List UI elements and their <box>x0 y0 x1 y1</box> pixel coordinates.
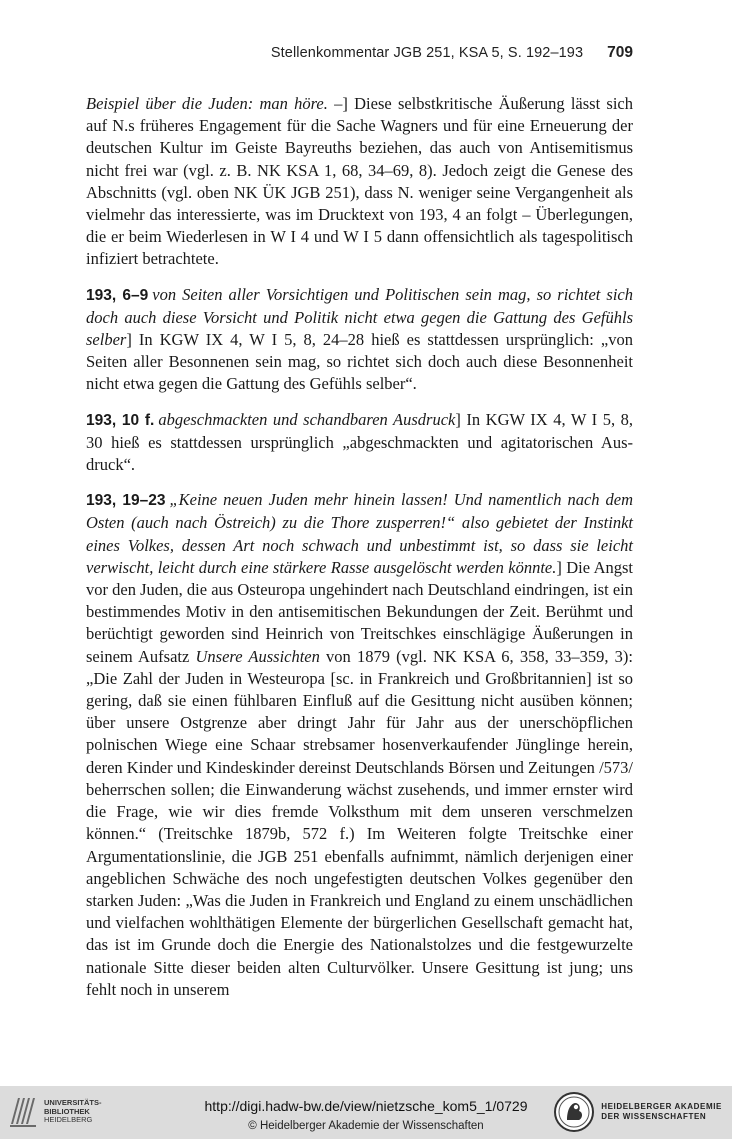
hadw-line: HEIDELBERGER AKADEMIE <box>601 1102 722 1111</box>
commentary-entry <box>86 489 633 1001</box>
lemma: abgeschmackten und schandbaren Ausdruck <box>158 409 456 429</box>
academy-seal-icon <box>553 1091 595 1133</box>
commentary-body-continued: von 1879 (vgl. NK KSA 6, 358, 33–359, 3): „Die Zahl der Juden in Westeuropa [sc. in Frankreich und Großbritannien] ist so gering, daß sie einen fühlbaren Einfluß auf die Gesittung nicht ausüben können; über unsere Ostgrenze aber dringt Jahr für Jahr aus der unerschöpflichen polnischen Wiege eine Schaar strebsamer hosenverkaufender Jünglinge herein, deren Kinder und Kindeskinder dereinst Deutschlands Börsen und Zeitungen /573/ beherrschen sollen; die Einwanderung wächst zusehends, und immer ernster wird die Frage, wie wir dies fremde Volksthum mit dem unseren verschmelzen können.“ (Treitschke 1879b, 572 f.) Im Weiteren folgte Treitschke einer Argumentationslinie, die JGB 251 ebenfalls aufnimmt, nämlich derjenigen einer angeblichen Schwäche des noch ungefestigten deutschen Volkes gegenüber den starken Juden: „Was die Juden in Frankreich und England zu einem unschädlichen und vielfachen wohlthätigen Elemente der bürgerlichen Gesellschaft gemacht hat, das ist im Grunde doch die Energie des Nationalstolzes und die festgewurzelte nationale Sitte dieser beiden alten Culturvölker. Unsere Gesittung ist jung; uns fehlt noch in unserem <box>86 646 634 999</box>
ub-line: BIBLIOTHEK <box>44 1106 90 1116</box>
commentary-entry <box>86 93 633 271</box>
running-head-title: Stellenkommentar JGB 251, KSA 5, S. 192–193 <box>270 45 584 61</box>
hadw-label <box>601 1102 722 1122</box>
lemma: Beispiel über die Juden: man höre. <box>86 94 328 113</box>
page-number: 709 <box>607 44 633 61</box>
lemma-reference: 193, 10 f. <box>86 411 155 429</box>
hadw-line: DER WISSENSCHAFTEN <box>601 1112 707 1121</box>
permalink-url[interactable]: http://digi.hadw-bw.de/view/nietzsche_kom5_1/0729 <box>204 1098 528 1114</box>
commentary-text <box>86 93 633 1001</box>
commentary-body: –] Diese selbstkritische Äußerung lässt sich auf N.s früheres Engagement für die Sache Wagners und für eine Erneuerung der deutschen Kultur im Geiste Bayreuths beziehen, das auch von Antisemitismus nicht frei war (vgl. z. B. NK KSA 1, 68, 34–69, 8). Jedoch zeigt die Genese des Abschnitts (vgl. oben NK ÜK JGB 251), dass N. weniger seine Vergangenheit als vielmehr das interessierte, was im Drucktext von 193, 4 an folgt – Überlegungen, die er beim Wiederlesen in W I 4 und W I 5 dann offensichtlich als tagespolitisch infiziert betrachtete. <box>86 94 633 269</box>
hadw-logo[interactable] <box>553 1091 722 1133</box>
commentary-body: ] In KGW IX 4, W I 5, 8, 24–28 hieß es stattdessen ursprünglich: „von Seiten aller Besonnenen sein mag, so richtet sich doch auch diese Besonnenheit nicht etwa gegen die Gattung des Gefühls selber“. <box>86 330 633 394</box>
running-head <box>86 44 633 66</box>
ub-line: UNIVERSITÄTS- <box>44 1098 102 1108</box>
commentary-entry <box>86 284 633 396</box>
lemma: „Keine neuen Juden mehr hinein lassen! Und namentlich nach dem Osten (auch nach Östreich) zu die Thore zusperren!“ also gebietet der Instinkt eines Volkes, dessen Art noch schwach und unbestimmt ist, so dass sie leicht verwischt, leicht durch eine stärkere Rasse ausgelöscht werden könnte. <box>86 490 634 577</box>
copyright-notice: © Heidelberger Akademie der Wissenschaften <box>248 1120 484 1132</box>
lemma: von Seiten aller Vorsichtigen und Politischen sein mag, so richtet sich doch auch diese Vorsicht und Politik nicht etwa gegen die Gattung des Gefühls selber <box>86 284 633 350</box>
footer-bar <box>0 1086 732 1139</box>
commentary-entry <box>86 409 633 477</box>
lemma-reference: 193, 19–23 <box>86 492 166 510</box>
commentary-body: ] Die Angst vor den Juden, die aus Osteuropa ungehindert nach Deutschland eindringen, ist ein bestimmendes Motiv in den antisemitischen Bekundungen der Zeit. Berühmt und berüchtigt geworden sind Heinrich von Treitschkes einschlägige Äußerungen in seinem Aufsatz <box>86 557 633 666</box>
lemma-reference: 193, 6–9 <box>86 286 149 304</box>
commentary-body: ] In KGW IX 4, W I 5, 8, 30 hieß es stattdessen ursprünglich „abgeschmackten und agitatorischen Ausdruck“. <box>86 409 633 475</box>
work-title: Unsere Aussichten <box>195 646 320 666</box>
ub-line: HEIDELBERG <box>44 1115 93 1125</box>
